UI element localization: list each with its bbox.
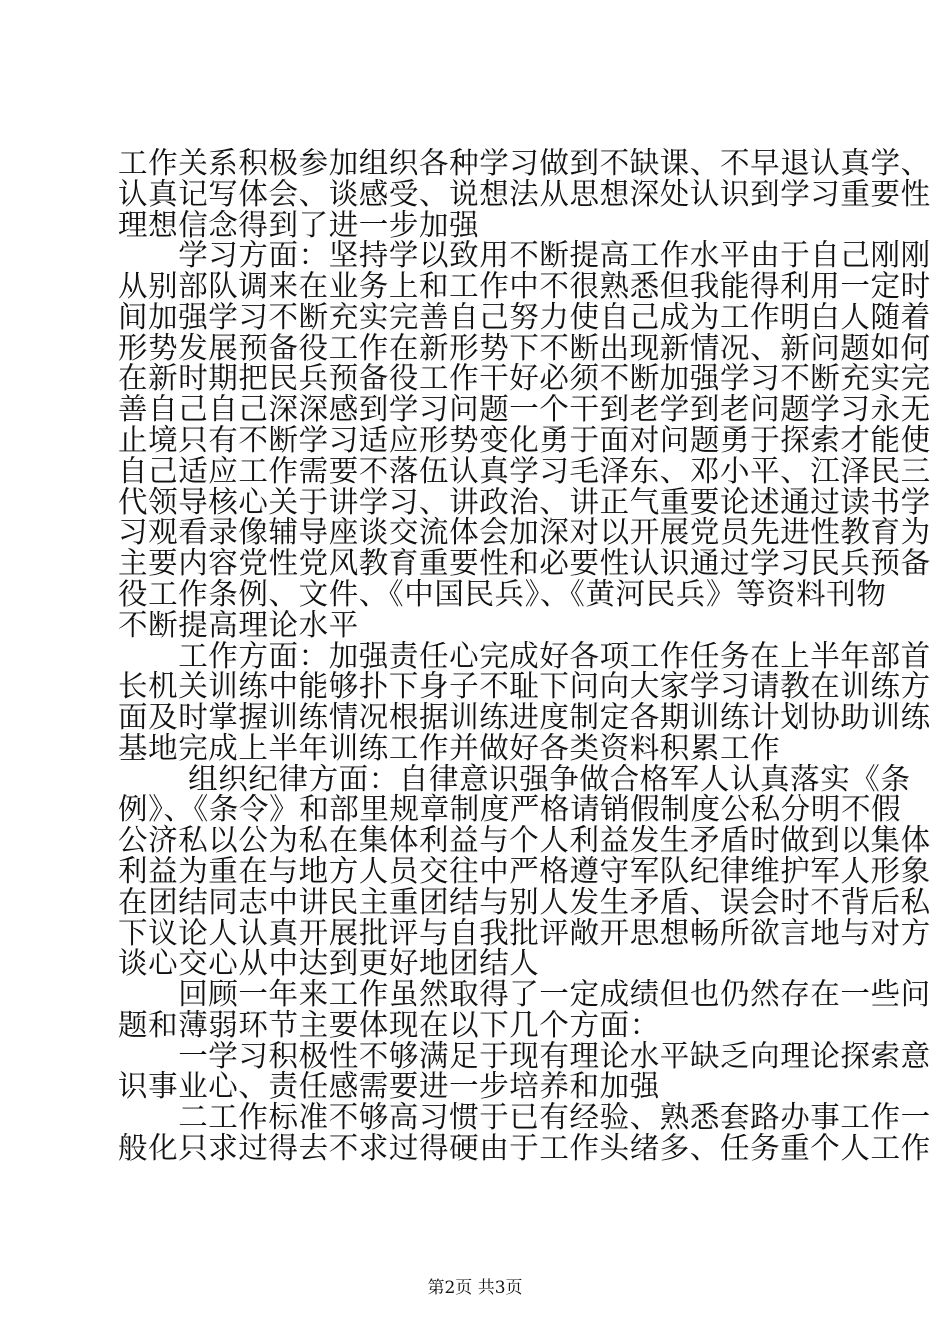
text-line: 在团结同志中讲民主重团结与别人发生矛盾、误会时不背后私 [118, 885, 931, 919]
text-line: 认真记写体会、谈感受、说想法从思想深处认识到学习重要性 [118, 177, 931, 211]
text-line: 下议论人认真开展批评与自我批评敞开思想畅所欲言地与对方 [118, 916, 931, 950]
text-line: 一学习积极性不够满足于现有理论水平缺乏向理论探索意 [118, 1039, 931, 1073]
text-line: 工作关系积极参加组织各种学习做到不缺课、不早退认真学、 [118, 146, 931, 180]
text-line: 公济私以公为私在集体利益与个人利益发生矛盾时做到以集体 [118, 823, 931, 857]
text-line: 间加强学习不断充实完善自己努力使自己成为工作明白人随着 [118, 300, 931, 334]
text-line: 自己适应工作需要不落伍认真学习毛泽东、邓小平、江泽民三 [118, 454, 931, 488]
text-line: 不断提高理论水平 [118, 608, 359, 642]
text-line: 学习方面：坚持学以致用不断提高工作水平由于自己刚刚 [118, 238, 931, 272]
text-line: 止境只有不断学习适应形势变化勇于面对问题勇于探索才能使 [118, 423, 931, 457]
text-line: 题和薄弱环节主要体现在以下几个方面： [118, 1008, 660, 1042]
text-line: 组织纪律方面：自律意识强争做合格军人认真落实《条 [118, 762, 911, 796]
text-line: 代领导核心关于讲学习、讲政治、讲正气重要论述通过读书学 [118, 485, 931, 519]
text-line: 役工作条例、文件、《中国民兵》、《黄河民兵》等资料刊物 [118, 577, 887, 611]
text-line: 善自己自己深深感到学习问题一个干到老学到老问题学习永无 [118, 392, 931, 426]
text-line: 面及时掌握训练情况根据训练进度制定各期训练计划协助训练 [118, 700, 931, 734]
text-line: 在新时期把民兵预备役工作干好必须不断加强学习不断充实完 [118, 361, 931, 395]
text-line: 二工作标准不够高习惯于已有经验、熟悉套路办事工作一 [118, 1100, 931, 1134]
text-line: 回顾一年来工作虽然取得了一定成绩但也仍然存在一些问 [118, 977, 931, 1011]
text-line: 般化只求过得去不求过得硬由于工作头绪多、任务重个人工作 [118, 1131, 931, 1165]
text-line: 例》、《条令》和部里规章制度严格请销假制度公私分明不假 [118, 792, 902, 826]
text-line: 基地完成上半年训练工作并做好各类资料积累工作 [118, 731, 781, 765]
text-line: 长机关训练中能够扑下身子不耻下问向大家学习请教在训练方 [118, 669, 931, 703]
text-line: 工作方面：加强责任心完成好各项工作任务在上半年部首 [118, 639, 931, 673]
text-line: 从别部队调来在业务上和工作中不很熟悉但我能得利用一定时 [118, 269, 931, 303]
text-line: 形势发展预备役工作在新形势下不断出现新情况、新问题如何 [118, 331, 931, 365]
text-line: 谈心交心从中达到更好地团结人 [118, 946, 540, 980]
page-footer: 第2页 共3页 [427, 1278, 523, 1298]
text-line: 习观看录像辅导座谈交流体会加深对以开展党员先进性教育为 [118, 515, 931, 549]
text-line: 利益为重在与地方人员交往中严格遵守军队纪律维护军人形象 [118, 854, 931, 888]
text-line: 理想信念得到了进一步加强 [118, 208, 480, 242]
text-line: 识事业心、责任感需要进一步培养和加强 [118, 1069, 660, 1103]
text-line: 主要内容党性党风教育重要性和必要性认识通过学习民兵预备 [118, 546, 931, 580]
